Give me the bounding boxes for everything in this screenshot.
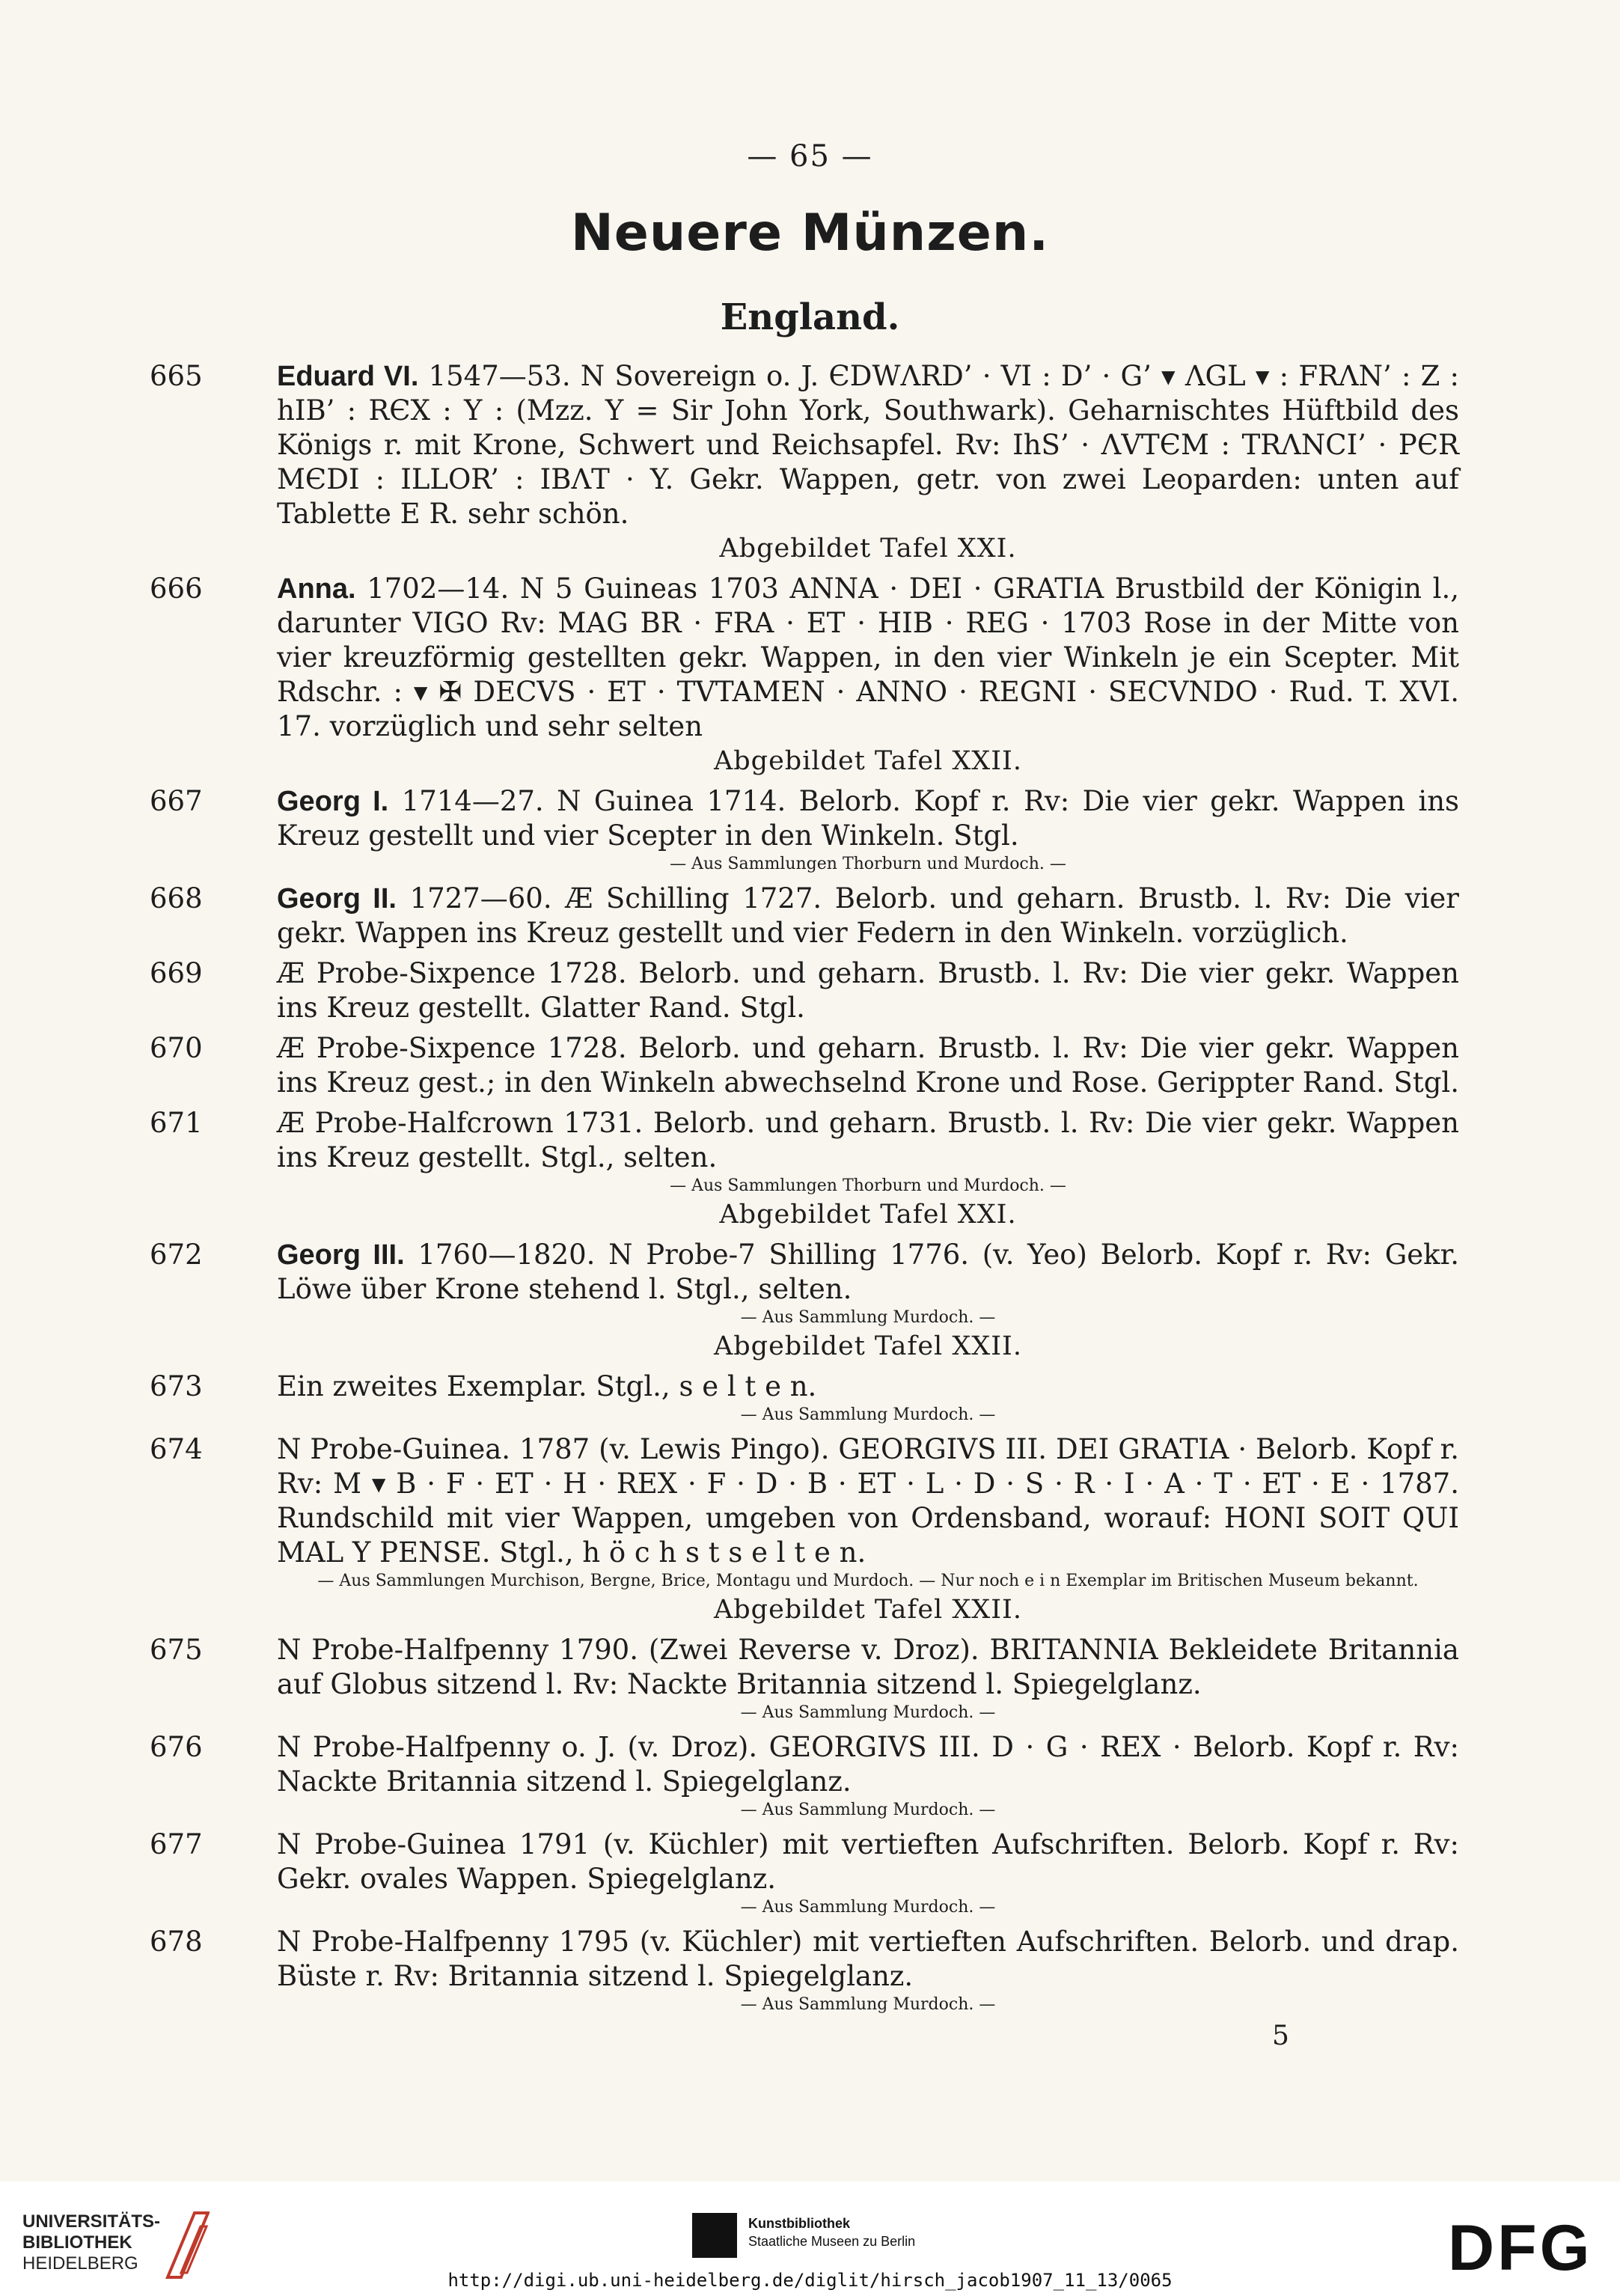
catalog-entry	[150, 1828, 1459, 1896]
ub-line-3: HEIDELBERG	[22, 2253, 138, 2274]
entry-provenance: — Aus Sammlung Murdoch. —	[740, 1405, 996, 1424]
ub-line-1: UNIVERSITÄTS-	[22, 2211, 161, 2232]
entry-provenance: — Aus Sammlungen Thorburn und Murdoch. —	[670, 1176, 1066, 1195]
kb-line-2: Staatliche Museen zu Berlin	[748, 2234, 916, 2249]
kunstbibliothek-text	[748, 2214, 915, 2250]
page-title: Neuere Münzen.	[570, 204, 1050, 263]
entry-number: 671	[150, 1107, 203, 1139]
entry-number: 669	[150, 957, 203, 989]
entry-description: 1760—1820. N Probe-7 Shilling 1776. (v. Yeo) Belorb. Kopf r. Rv: Gekr. Löwe über Krone stehend l. Stgl., selten.	[277, 1239, 1459, 1305]
entry-number: 674	[150, 1433, 203, 1465]
page-number: — 65 —	[747, 139, 873, 174]
signature-mark: 5	[1272, 2021, 1289, 2051]
entry-number: 668	[150, 882, 203, 915]
catalog-entry	[150, 1370, 1459, 1404]
entry-number: 667	[150, 785, 203, 817]
catalog-entry	[150, 572, 1459, 744]
entry-ruler: Eduard VI.	[277, 361, 419, 392]
catalog-entry	[150, 956, 1459, 1025]
entry-provenance: — Aus Sammlung Murdoch. —	[740, 1801, 996, 1819]
entry-provenance: — Aus Sammlung Murdoch. —	[740, 1703, 996, 1722]
entry-plate-reference: Abgebildet Tafel XXI.	[719, 1200, 1017, 1230]
entry-description: N Probe-Guinea 1791 (v. Küchler) mit vertieften Aufschriften. Belorb. Kopf r. Rv: Gekr. ovales Wappen. Spiegelglanz.	[277, 1828, 1459, 1895]
entry-description: N Probe-Halfpenny o. J. (v. Droz). GEORGIVS III. D · G · REX · Belorb. Kopf r. Rv: Nackte Britannia sitzend l. Spiegelglanz.	[277, 1731, 1459, 1798]
entry-description: N Probe-Halfpenny 1790. (Zwei Reverse v. Droz). BRITANNIA Bekleidete Britannia auf Globus sitzend l. Rv: Nackte Britannia sitzend l. Spiegelglanz.	[277, 1634, 1459, 1700]
catalog-entry	[150, 1730, 1459, 1799]
catalog-entries	[150, 359, 1459, 2016]
catalog-entry	[150, 359, 1459, 531]
entry-plate-reference: Abgebildet Tafel XXI.	[719, 534, 1017, 564]
ub-heidelberg-logo-text[interactable]	[22, 2211, 160, 2274]
entry-number: 675	[150, 1634, 203, 1666]
catalog-entry	[150, 1925, 1459, 1994]
entry-description: 1727—60. Æ Schilling 1727. Belorb. und geharn. Brustb. l. Rv: Die vier gekr. Wappen ins Kreuz gestellt und vier Federn in den Winkeln. vorzüglich.	[277, 882, 1459, 949]
kb-line-1: Kunstbibliothek	[748, 2216, 850, 2231]
entry-number: 678	[150, 1926, 203, 1958]
entry-description: 1547—53. N Sovereign o. J. ЄDWΛRD’ · VI : D’ · G’ ▾ ΛGL ▾ : FRΛN’ : Z : hIB’ : RЄX : Y : (Mzz. Y = Sir John York, Southwark). Geharnischtes Hüftbild des Königs r. mit Krone, Schwert und Reichsapfel. Rv: IhS’ · ΛVTЄM : TRΛNCI’ · PЄR MЄDI : ILLOR’ : IBΛT · Y. Gekr. Wappen, getr. von zwei Leoparden: unten auf Tablette E R. sehr schön.	[277, 360, 1460, 530]
entry-ruler: Georg II.	[277, 883, 397, 915]
entry-description: 1702—14. N 5 Guineas 1703 ANNA · DEI · GRATIA Brustbild der Königin l., darunter VIGO Rv: MAG BR · FRA · ET · HIB · REG · 1703 Rose in der Mitte von vier kreuzförmig gestellten gekr. Wappen, in den vier Winkeln je ein Scepter. Mit Rdschr. : ▾ ✠ DECVS · ET · TVTAMEN · ANNO · REGNI · SECVNDO · Rud. T. XVI. 17. vorzüglich und sehr selten	[277, 573, 1459, 742]
catalog-entry	[150, 882, 1459, 950]
entry-provenance: — Aus Sammlung Murdoch. —	[740, 1898, 996, 1917]
catalog-entry	[150, 1106, 1459, 1175]
entry-description: Ein zweites Exemplar. Stgl., s e l t e n.	[277, 1370, 817, 1402]
entry-plate-reference: Abgebildet Tafel XXII.	[714, 1331, 1022, 1361]
entry-number: 673	[150, 1370, 203, 1402]
entry-description: Æ Probe-Sixpence 1728. Belorb. und geharn. Brustb. l. Rv: Die vier gekr. Wappen ins Kreuz gest.; in den Winkeln abwechselnd Krone und Rose. Gerippter Rand. Stgl.	[277, 1032, 1459, 1099]
entry-provenance: — Aus Sammlungen Thorburn und Murdoch. —	[670, 855, 1066, 873]
entry-number: 676	[150, 1731, 203, 1763]
catalog-entry	[150, 1432, 1459, 1570]
catalog-entry	[150, 1238, 1459, 1307]
entry-provenance: — Aus Sammlungen Murchison, Bergne, Brice, Montagu und Murdoch. — Nur noch e i n Exemplar im Britischen Museum bekannt.	[317, 1572, 1419, 1590]
ub-line-2: BIBLIOTHEK	[22, 2232, 132, 2253]
ub-heidelberg-emblem-icon	[165, 2211, 210, 2279]
kunstbibliothek-logo-icon[interactable]	[692, 2213, 737, 2258]
viewer-footer	[0, 2181, 1620, 2296]
entry-description: N Probe-Halfpenny 1795 (v. Küchler) mit vertieften Aufschriften. Belorb. und drap. Büste r. Rv: Britannia sitzend l. Spiegelglanz.	[277, 1926, 1459, 1992]
catalog-entry	[150, 784, 1459, 853]
entry-description: 1714—27. N Guinea 1714. Belorb. Kopf r. Rv: Die vier gekr. Wappen ins Kreuz gestellt und vier Scepter in den Winkeln. Stgl.	[277, 785, 1460, 852]
entry-provenance: — Aus Sammlung Murdoch. —	[740, 1308, 996, 1327]
entry-ruler: Anna.	[277, 573, 356, 605]
entry-number: 672	[150, 1239, 203, 1271]
entry-number: 665	[150, 360, 203, 392]
entry-description: Æ Probe-Sixpence 1728. Belorb. und geharn. Brustb. l. Rv: Die vier gekr. Wappen ins Kreuz gestellt. Glatter Rand. Stgl.	[277, 957, 1459, 1024]
dfg-logo[interactable]: DFG	[1448, 2212, 1593, 2284]
entry-number: 670	[150, 1032, 203, 1064]
entry-ruler: Georg I.	[277, 786, 389, 817]
entry-plate-reference: Abgebildet Tafel XXII.	[714, 1595, 1022, 1625]
permalink-url[interactable]: http://digi.ub.uni-heidelberg.de/diglit/hirsch_jacob1907_11_13/0065	[447, 2270, 1173, 2291]
entry-plate-reference: Abgebildet Tafel XXII.	[714, 746, 1022, 776]
section-title: England.	[720, 296, 900, 338]
entry-number: 666	[150, 573, 203, 605]
entry-number: 677	[150, 1828, 203, 1860]
entry-description: N Probe-Guinea. 1787 (v. Lewis Pingo). GEORGIVS III. DEI GRATIA · Belorb. Kopf r. Rv: M ▾ B · F · ET · H · REX · F · D · B · ET · L · D · S · R · I · A · T · ET · E · 1787. Rundschild mit vier Wappen, umgeben von Ordensband, worauf: HONI SOIT QUI MAL Y PENSE. Stgl., h ö c h s t s e l t e n.	[277, 1433, 1459, 1569]
entry-description: Æ Probe-Halfcrown 1731. Belorb. und geharn. Brustb. l. Rv: Die vier gekr. Wappen ins Kreuz gestellt. Stgl., selten.	[277, 1107, 1459, 1173]
entry-provenance: — Aus Sammlung Murdoch. —	[740, 1995, 996, 2014]
entry-ruler: Georg III.	[277, 1239, 405, 1271]
catalog-entry	[150, 1031, 1459, 1100]
catalog-entry	[150, 1633, 1459, 1702]
